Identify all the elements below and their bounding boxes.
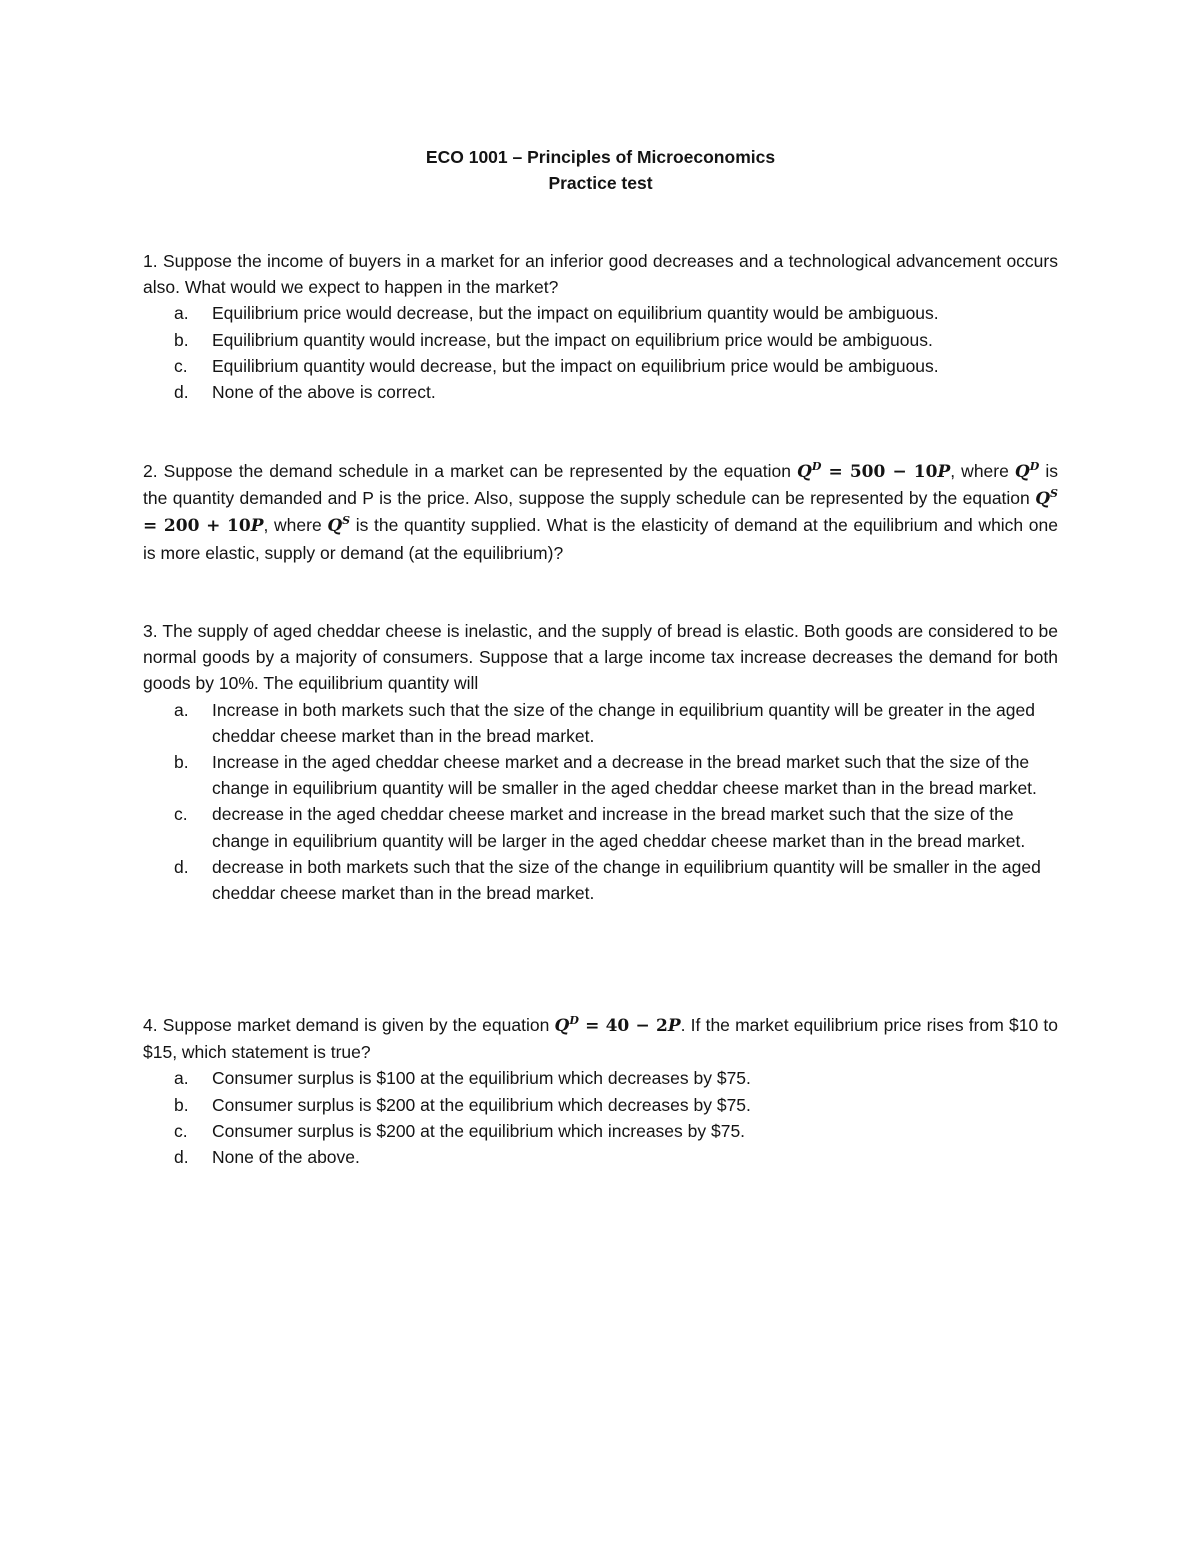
option-text: Consumer surplus is $200 at the equilibrium which decreases by $75. — [212, 1094, 751, 1115]
question-2-stem — [143, 458, 1058, 566]
answer-option-d — [143, 379, 1058, 405]
answer-option-c — [143, 353, 1058, 379]
eq-rhs: = 200 + 10 — [143, 516, 251, 537]
question-text: is the quantity demanded and P is the price. Also, suppose the supply schedule can be represented by the equation — [143, 461, 1058, 509]
question-number: 1. — [143, 251, 158, 271]
answer-option-c — [143, 1118, 1058, 1144]
option-letter: a. — [174, 1068, 189, 1089]
answer-option-d — [143, 854, 1058, 906]
answer-options — [143, 1065, 1058, 1170]
eq-superscript: S — [1050, 487, 1058, 501]
eq-superscript: D — [811, 460, 822, 473]
eq-rhs: = 40 − 2 — [578, 1016, 668, 1036]
eq-symbol-q: Q — [1035, 489, 1051, 510]
question-text: is the quantity supplied. What is the elasticity of demand at the equilibrium and which one is more elastic, supply or demand (at the equilibrium)? — [143, 515, 1058, 563]
eq-rhs: = 500 − 10 — [821, 462, 938, 482]
option-text: Equilibrium price would decrease, but the impact on equilibrium quantity would be ambiguous. — [212, 303, 939, 324]
option-letter: c. — [174, 355, 188, 376]
demand-equation — [797, 462, 950, 482]
question-text: Suppose the income of buyers in a market for an inferior good decreases and a technological advancement occurs also. What would we expect to happen in the market? — [143, 251, 1058, 298]
question-number: 4. — [143, 1015, 158, 1035]
supply-symbol — [327, 516, 350, 536]
option-text: Equilibrium quantity would increase, but the impact on equilibrium price would be ambiguous. — [212, 329, 933, 350]
answer-option-a — [143, 300, 1058, 326]
question-2 — [143, 458, 1058, 566]
option-text: Increase in both markets such that the size of the change in equilibrium quantity will be greater in the aged cheddar cheese market than in the bread market. — [212, 699, 1035, 746]
eq-symbol-p: P — [667, 1016, 681, 1036]
eq-superscript: D — [1029, 460, 1040, 473]
document-page — [143, 0, 1058, 1553]
option-text: None of the above is correct. — [212, 382, 436, 403]
question-text: , where — [950, 461, 1009, 481]
option-letter: b. — [174, 752, 189, 773]
answer-option-b — [143, 749, 1058, 801]
option-letter: b. — [174, 1094, 189, 1115]
answer-option-b — [143, 327, 1058, 353]
demand-symbol — [1015, 462, 1039, 482]
option-letter: a. — [174, 303, 189, 324]
option-text: Consumer surplus is $200 at the equilibrium which increases by $75. — [212, 1120, 746, 1141]
answer-option-d — [143, 1144, 1058, 1170]
eq-superscript: S — [342, 514, 351, 528]
eq-symbol-q: Q — [1014, 462, 1030, 482]
question-text: Suppose the demand schedule in a market can be represented by the equation — [163, 461, 791, 481]
option-text: Equilibrium quantity would decrease, but the impact on equilibrium price would be ambiguous. — [212, 355, 939, 376]
question-3-stem — [143, 618, 1058, 697]
question-text: . If the market equilibrium price rises from $10 to $15, which statement is true? — [143, 1015, 1058, 1063]
question-text: , where — [263, 515, 322, 536]
eq-symbol-p: P — [250, 516, 264, 537]
answer-options — [143, 697, 1058, 907]
option-letter: c. — [174, 1120, 188, 1141]
option-letter: d. — [174, 1147, 189, 1168]
question-4-stem — [143, 1012, 1058, 1065]
question-4 — [143, 1012, 1058, 1170]
question-1-stem — [143, 248, 1058, 300]
option-letter: b. — [174, 329, 189, 350]
eq-symbol-p: P — [937, 462, 951, 482]
option-text: Consumer surplus is $100 at the equilibrium which decreases by $75. — [212, 1068, 751, 1089]
document-header — [143, 144, 1058, 196]
question-3 — [143, 618, 1058, 906]
test-subtitle: Practice test — [548, 173, 653, 193]
question-text: Suppose market demand is given by the equation — [162, 1015, 550, 1035]
question-number: 2. — [143, 461, 158, 481]
eq-symbol-q: Q — [554, 1016, 570, 1036]
option-text: Increase in the aged cheddar cheese market and a decrease in the bread market such that the size of the change in equilibrium quantity will be smaller in the aged cheddar cheese market than in the bread market. — [212, 752, 1037, 799]
answer-options — [143, 300, 1058, 405]
option-text: None of the above. — [212, 1147, 360, 1168]
demand-equation — [555, 1016, 681, 1036]
option-text: decrease in both markets such that the size of the change in equilibrium quantity will be smaller in the aged cheddar cheese market than in the bread market. — [212, 856, 1041, 904]
answer-option-c — [143, 801, 1058, 853]
answer-option-b — [143, 1092, 1058, 1118]
eq-superscript: D — [569, 1014, 579, 1027]
question-1 — [143, 248, 1058, 405]
answer-option-a — [143, 1065, 1058, 1091]
option-letter: c. — [174, 804, 188, 825]
option-letter: d. — [174, 382, 189, 403]
eq-symbol-q: Q — [797, 462, 812, 482]
eq-symbol-q: Q — [327, 516, 343, 537]
option-letter: a. — [174, 699, 189, 720]
course-title: ECO 1001 – Principles of Microeconomics — [425, 147, 776, 167]
option-letter: d. — [174, 856, 189, 877]
question-text: The supply of aged cheddar cheese is inelastic, and the supply of bread is elastic. Both goods are considered to be normal goods by a majority of consumers. Suppose that a large income tax increase decreases the demand for both goods by 10%. The equilibrium quantity will — [143, 621, 1059, 694]
answer-option-a — [143, 697, 1058, 749]
option-text: decrease in the aged cheddar cheese market and increase in the bread market such that the size of the change in equilibrium quantity will be larger in the aged cheddar cheese market than in the bread market. — [212, 804, 1026, 851]
question-number: 3. — [143, 621, 158, 641]
